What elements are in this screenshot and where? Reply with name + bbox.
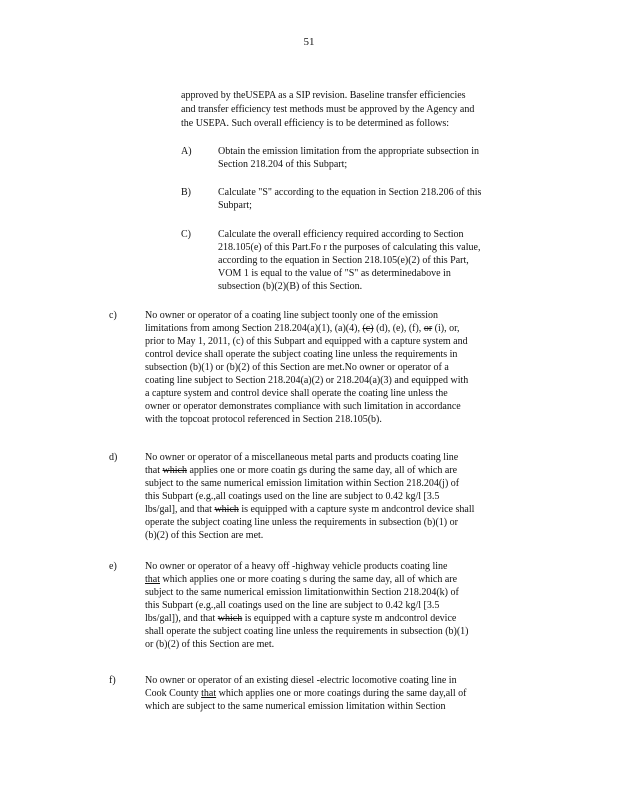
para-f-marker: f) bbox=[109, 675, 116, 686]
para-d-line-2-b: applies one or more coatin gs during the same day, all of which are bbox=[186, 465, 458, 476]
para-c-line-2-b: (d), (e), (f), bbox=[373, 323, 424, 334]
para-e-line-5 bbox=[145, 612, 456, 625]
subitem-b-line-1: Calculate "S" according to the equation in Section 218.206 of this bbox=[218, 187, 482, 198]
para-e-line-2-b: which applies one or more coating s during the same day, all of which are bbox=[160, 574, 458, 585]
subitem-c-line-5: subsection (b)(2)(B) of this Section. bbox=[218, 281, 363, 292]
para-d-line-4: this Subpart (e.g.,all coatings used on the line are subject to 0.42 kg/l [3.5 bbox=[145, 491, 440, 502]
para-d-line-2-a: that bbox=[145, 465, 163, 476]
struck-text: which bbox=[162, 465, 187, 476]
para-c-line-7: a capture system and control device shall operate the coating line unless the bbox=[145, 388, 448, 399]
intro-line-2: and transfer efficiency test methods must be approved by the Agency and bbox=[181, 104, 475, 115]
subitem-a-line-2: Section 218.204 of this Subpart; bbox=[218, 159, 348, 170]
para-e-line-5-a: lbs/gal]), and that bbox=[145, 613, 218, 624]
para-f-line-1: No owner or operator of an existing diesel -electric locomotive coating line in bbox=[145, 675, 457, 686]
para-c-line-9: with the topcoat protocol referenced in Section 218.105(b). bbox=[145, 414, 382, 425]
para-c-line-8: owner or operator demonstrates compliance with such limitation in accordance bbox=[145, 401, 461, 412]
para-c-line-2 bbox=[145, 322, 460, 335]
para-d-line-6: operate the subject coating line unless the requirements in subsection (b)(1) or bbox=[145, 517, 458, 528]
para-f-line-2 bbox=[145, 687, 467, 700]
para-f-line-3: which are subject to the same numerical emission limitation within Section bbox=[145, 701, 446, 712]
para-d-line-5 bbox=[145, 503, 474, 516]
subitem-a-line-1: Obtain the emission limitation from the appropriate subsection in bbox=[218, 146, 480, 157]
para-e-line-7: or (b)(2) of this Section are met. bbox=[145, 639, 275, 650]
para-c-line-1: No owner or operator of a coating line subject toonly one of the emission bbox=[145, 310, 438, 321]
para-e-line-2 bbox=[145, 573, 457, 586]
para-e-line-3: subject to the same numerical emission limitationwithin Section 218.204(k) of bbox=[145, 587, 459, 598]
para-c-line-4: control device shall operate the subject coating line unless the requirements in bbox=[145, 349, 458, 360]
struck-text: (c) bbox=[362, 323, 374, 334]
para-d-line-3: subject to the same numerical emission limitation within Section 218.204(j) of bbox=[145, 478, 460, 489]
para-e-line-6: shall operate the subject coating line unless the requirements in subsection (b)(1) bbox=[145, 626, 469, 637]
subitem-c-line-1: Calculate the overall efficiency required according to Section bbox=[218, 229, 464, 240]
underlined-text: that bbox=[145, 574, 160, 585]
subitem-a-marker: A) bbox=[181, 146, 192, 157]
para-c-line-5: subsection (b)(1) or (b)(2) of this Section are met.No owner or operator of a bbox=[145, 362, 449, 373]
intro-line-1: approved by theUSEPA as a SIP revision. Baseline transfer efficiencies bbox=[181, 90, 466, 101]
para-d-line-7: (b)(2) of this Section are met. bbox=[145, 530, 264, 541]
para-d-line-2 bbox=[145, 464, 457, 477]
intro-line-3: the USEPA. Such overall efficiency is to be determined as follows: bbox=[181, 118, 450, 129]
subitem-b-line-2: Subpart; bbox=[218, 200, 252, 211]
para-c-marker: c) bbox=[109, 310, 117, 321]
para-c-line-6: coating line subject to Section 218.204(a)(2) or 218.204(a)(3) and equipped with bbox=[145, 375, 469, 386]
para-d-line-5-a: lbs/gal], and that bbox=[145, 504, 215, 515]
para-e-marker: e) bbox=[109, 561, 117, 572]
para-f-line-2-b: which applies one or more coatings during the same day,all of bbox=[216, 688, 467, 699]
para-d-line-5-b: is equipped with a capture syste m andcontrol device shall bbox=[238, 504, 475, 515]
struck-text: or bbox=[423, 323, 433, 334]
struck-text: which bbox=[214, 504, 239, 515]
para-c-line-2-c: (i), or, bbox=[432, 323, 460, 334]
para-e-line-5-b: is equipped with a capture syste m andcontrol device bbox=[242, 613, 457, 624]
para-c-line-3: prior to May 1, 2011, (c) of this Subpart and equipped with a capture system and bbox=[145, 336, 468, 347]
subitem-b-marker: B) bbox=[181, 187, 191, 198]
para-e-line-1: No owner or operator of a heavy off -highway vehicle products coating line bbox=[145, 561, 448, 572]
para-e-line-4: this Subpart (e.g.,all coatings used on the line are subject to 0.42 kg/l [3.5 bbox=[145, 600, 440, 611]
subitem-c-line-3: according to the equation in Section 218.105(e)(2) of this Part, bbox=[218, 255, 469, 266]
para-c-line-2-a: limitations from among Section 218.204(a)(1), (a)(4), bbox=[145, 323, 363, 334]
struck-text: which bbox=[217, 613, 243, 624]
para-f-line-2-a: Cook County bbox=[145, 688, 202, 699]
subitem-c-line-2: 218.105(e) of this Part.Fo r the purposes of calculating this value, bbox=[218, 242, 481, 253]
page-number: 51 bbox=[303, 36, 315, 48]
para-d-line-1: No owner or operator of a miscellaneous metal parts and products coating line bbox=[145, 452, 459, 463]
subitem-c-marker: C) bbox=[181, 229, 191, 240]
underlined-text: that bbox=[201, 688, 217, 699]
subitem-c-line-4: VOM 1 is equal to the value of "S" as determinedabove in bbox=[218, 268, 451, 279]
para-d-marker: d) bbox=[109, 452, 118, 463]
